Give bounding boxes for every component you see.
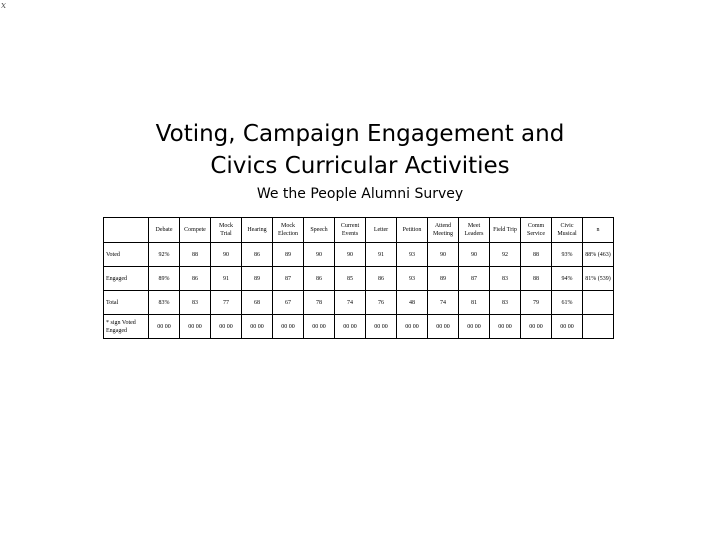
table-row [104,315,614,339]
table-cell: 92% [149,243,180,267]
table-cell: 94% [552,267,583,291]
table-cell: 87 [273,267,304,291]
table-cell: 87 [459,267,490,291]
header-cell: Current Events [335,218,366,243]
header-cell: Debate [149,218,180,243]
table-cell: 86 [242,243,273,267]
header-cell: Attend Meeting [428,218,459,243]
table-cell: 76 [366,291,397,315]
table-cell: 88% (463) [583,243,614,267]
page-subtitle: We the People Alumni Survey [256,186,464,202]
survey-table [103,217,614,339]
table-cell: 90 [335,243,366,267]
table-cell: 88 [180,243,211,267]
table-cell: 00 00 [211,315,242,339]
header-cell: Meet Leaders [459,218,490,243]
table-cell: 00 00 [428,315,459,339]
corner-mark: x [1,1,7,11]
table-cell: 92 [490,243,521,267]
table-cell: 77 [211,291,242,315]
table-cell: 81% (539) [583,267,614,291]
table-cell: 74 [428,291,459,315]
table-cell: 93 [397,243,428,267]
table-cell: 88 [521,267,552,291]
table-cell: 83 [490,291,521,315]
table-cell: 83 [180,291,211,315]
table-cell: 91 [211,267,242,291]
table-cell: 00 00 [521,315,552,339]
table-cell: 00 00 [149,315,180,339]
table-cell: 85 [335,267,366,291]
table-cell: 48 [397,291,428,315]
header-cell: Speech [304,218,335,243]
table-cell: 83 [490,267,521,291]
table-cell: 90 [304,243,335,267]
table-cell: 81 [459,291,490,315]
table-cell [583,291,614,315]
header-cell: Field Trip [490,218,521,243]
table-cell: 89 [273,243,304,267]
table-cell: 00 00 [242,315,273,339]
table-cell: 00 00 [273,315,304,339]
header-cell: n [583,218,614,243]
title-line-2: Civics Curricular Activities [210,153,510,179]
header-cell: Compete [180,218,211,243]
header-cell: Hearing [242,218,273,243]
table-cell: 86 [366,267,397,291]
table-cell: 83% [149,291,180,315]
table-cell: 74 [335,291,366,315]
row-label: Engaged [104,267,149,291]
table-cell: 67 [273,291,304,315]
table-cell: 93 [397,267,428,291]
header-cell: Comm Service [521,218,552,243]
table-cell: 00 00 [304,315,335,339]
row-label: Voted [104,243,149,267]
table-cell: 90 [211,243,242,267]
table-corner-cell [104,218,149,243]
table-cell: 89 [242,267,273,291]
header-cell: Mock Election [273,218,304,243]
header-cell: Letter [366,218,397,243]
table-cell: 90 [428,243,459,267]
row-label: Total [104,291,149,315]
title-line-1: Voting, Campaign Engagement and [155,121,565,147]
table-header-row [104,218,614,243]
table-cell: 89% [149,267,180,291]
table-cell: 68 [242,291,273,315]
table-cell [583,315,614,339]
table-cell: 91 [366,243,397,267]
table-cell: 00 00 [490,315,521,339]
page-title [0,118,720,182]
table-cell: 88 [521,243,552,267]
header-cell: Mock Trial [211,218,242,243]
table-cell: 00 00 [397,315,428,339]
table-cell: 61% [552,291,583,315]
header-cell: Petition [397,218,428,243]
table-cell: 79 [521,291,552,315]
table-cell: 89 [428,267,459,291]
table-cell: 93% [552,243,583,267]
table-cell: 00 00 [459,315,490,339]
table-cell: 86 [304,267,335,291]
header-cell: Civic Musical [552,218,583,243]
table-cell: 00 00 [552,315,583,339]
table-cell: 00 00 [180,315,211,339]
table-cell: 78 [304,291,335,315]
table-cell: 86 [180,267,211,291]
table-cell: 90 [459,243,490,267]
table-cell: 00 00 [335,315,366,339]
row-label: * sign Voted Engaged [104,315,149,339]
table-row [104,267,614,291]
table-row [104,243,614,267]
table-cell: 00 00 [366,315,397,339]
table-row [104,291,614,315]
